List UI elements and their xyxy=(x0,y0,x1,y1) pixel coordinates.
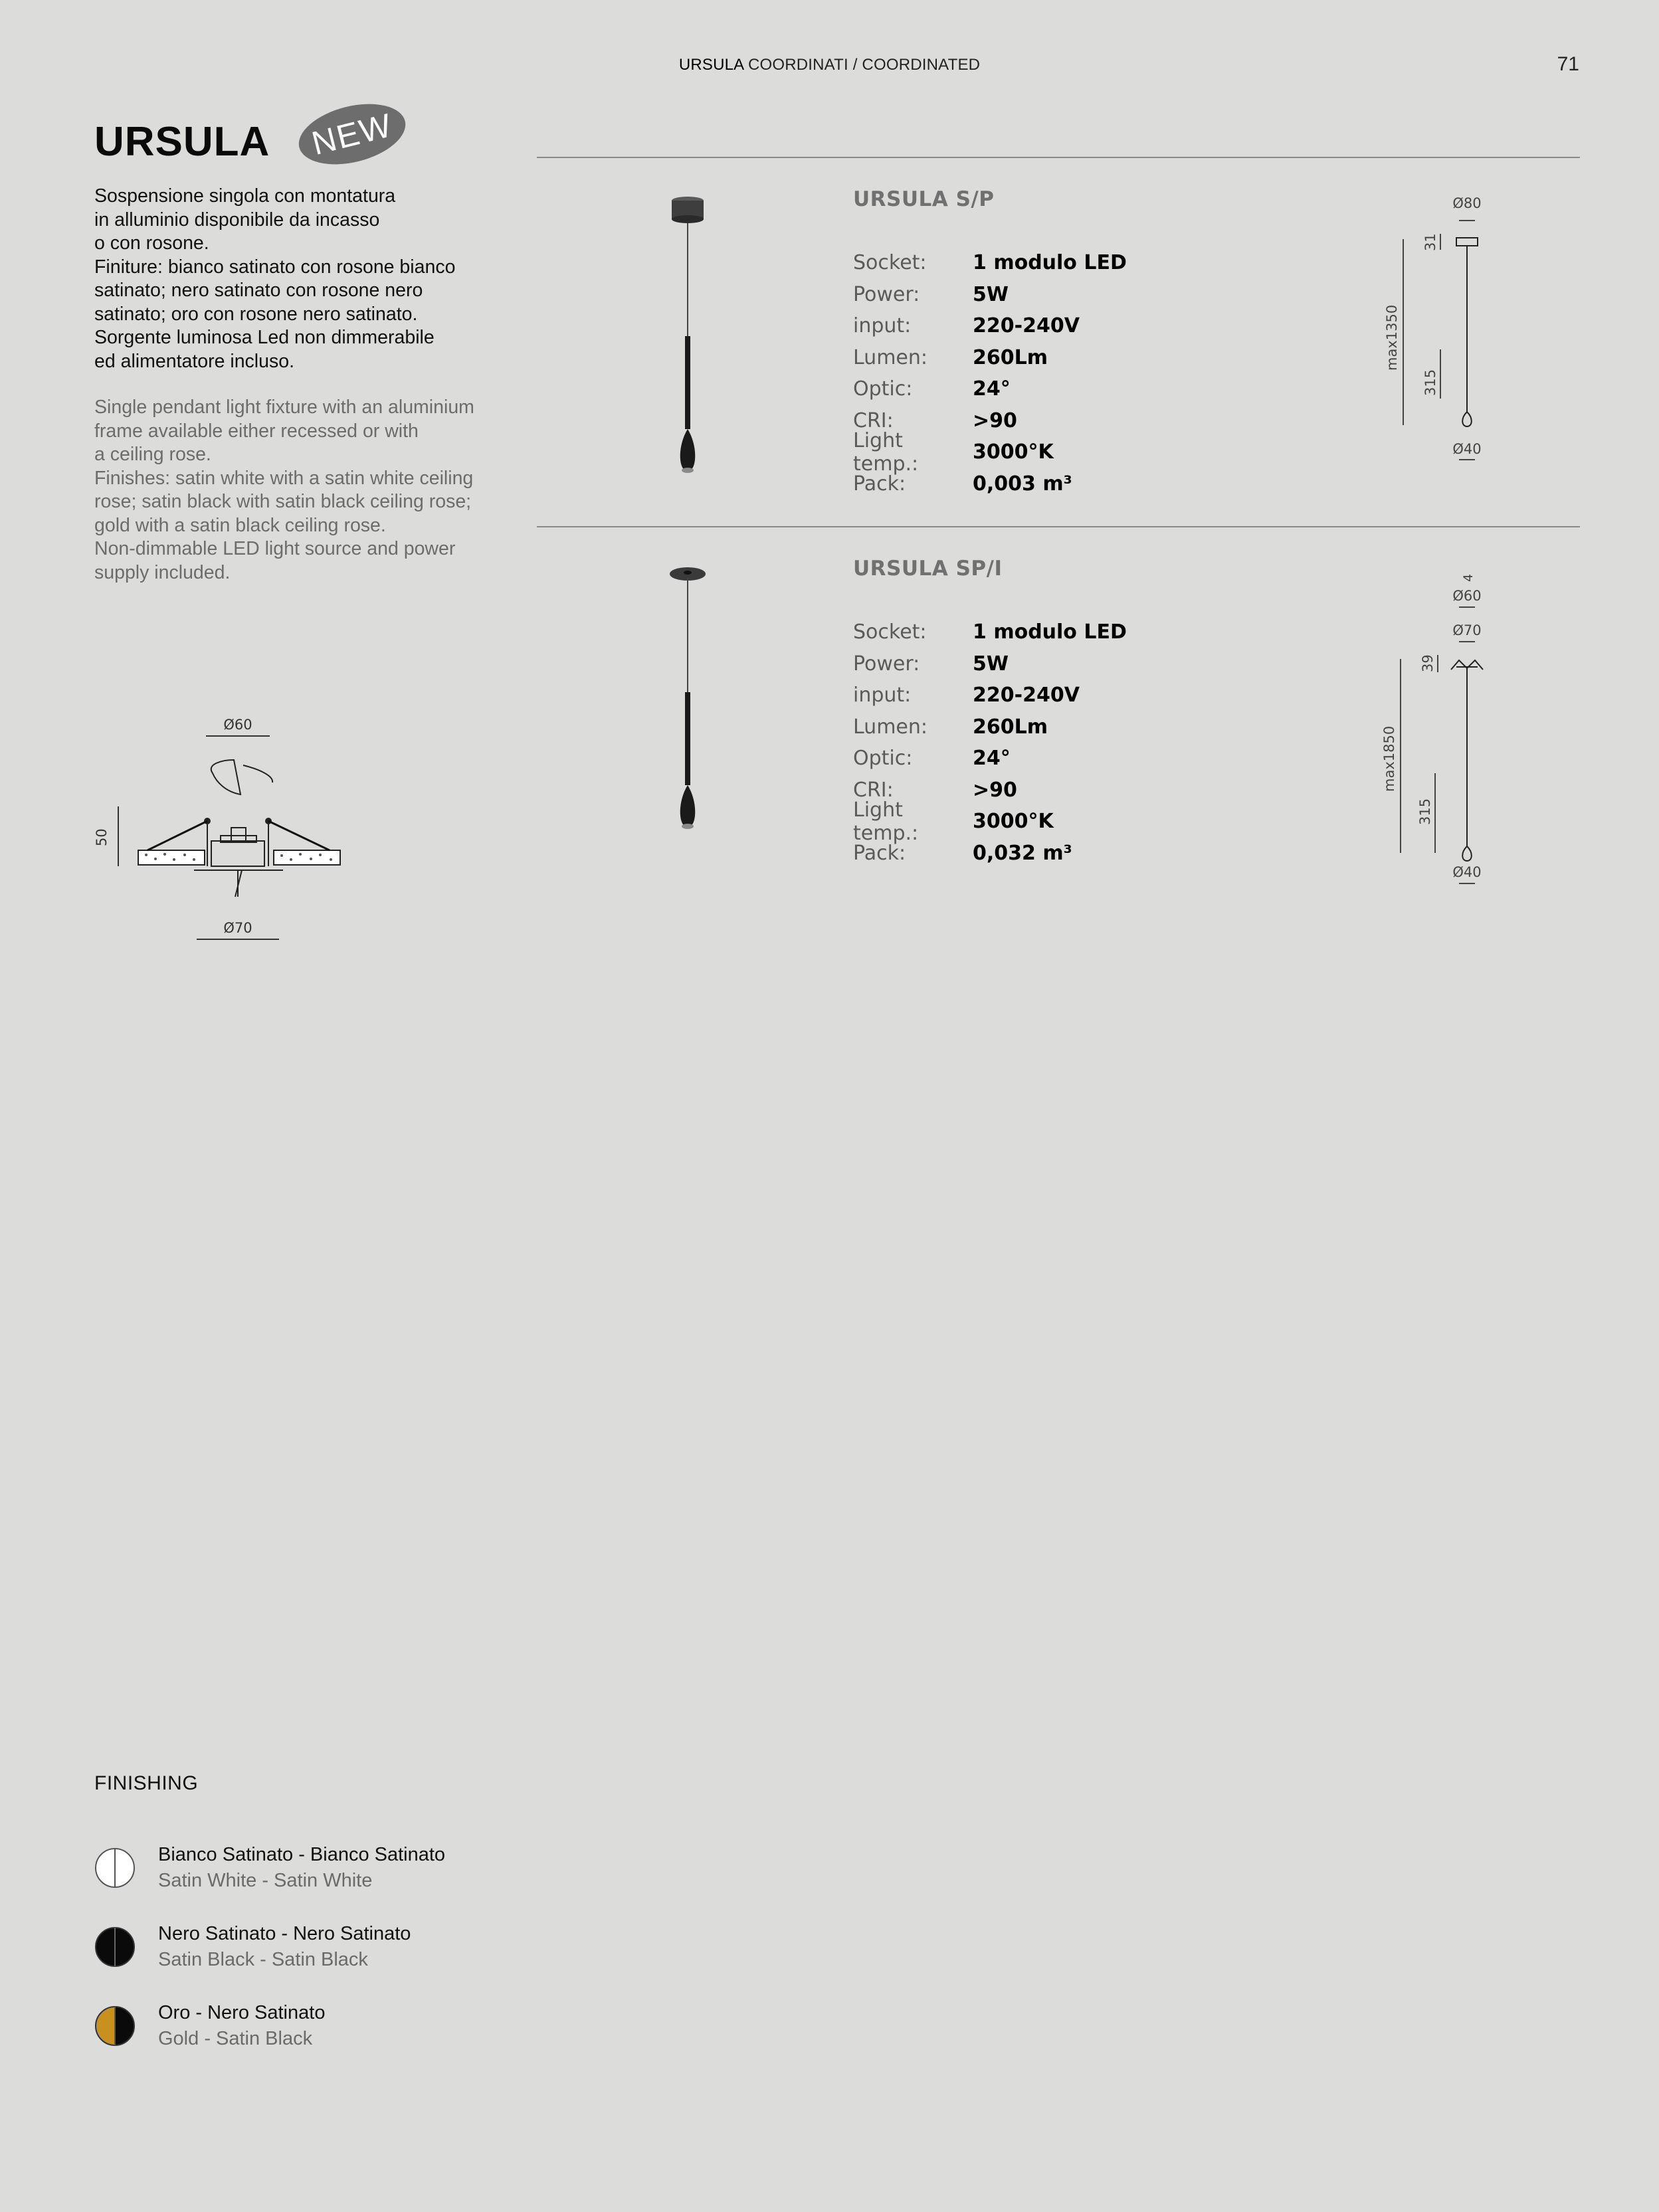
finish-name-it: Nero Satinato - Nero Satinato xyxy=(158,1923,411,1944)
spec-table-sp xyxy=(853,247,1127,500)
spec-value: 260Lm xyxy=(973,715,1048,739)
spec-row-power xyxy=(853,279,1127,311)
finish-name-en: Satin Black - Satin Black xyxy=(158,1949,368,1970)
spec-table-spi xyxy=(853,616,1127,869)
spec-row-input xyxy=(853,310,1127,342)
finish-item-gold xyxy=(94,2002,325,2050)
header-section: COORDINATI / COORDINATED xyxy=(747,56,981,74)
spec-value: 1 modulo LED xyxy=(973,251,1127,275)
spec-label: Lumen: xyxy=(853,345,928,369)
spec-label: Light temp.: xyxy=(853,798,919,845)
dim-body-length: 315 xyxy=(1422,369,1438,396)
ursula-spi-dimension-drawing xyxy=(1369,562,1502,894)
spec-value: 260Lm xyxy=(973,345,1048,369)
variant-title-sp: URSULA S/P xyxy=(853,187,995,211)
finish-item-black xyxy=(94,1923,411,1971)
spec-value: 5W xyxy=(973,652,1009,676)
recessed-mount-drawing xyxy=(86,704,365,950)
spec-value: >90 xyxy=(973,409,1017,432)
spec-row-lumen xyxy=(853,711,1127,743)
finish-swatch-gold xyxy=(94,2005,136,2047)
product-title: URSULA xyxy=(94,119,270,165)
finish-name-it: Bianco Satinato - Bianco Satinato xyxy=(158,1844,446,1865)
finish-swatch-black xyxy=(94,1926,136,1968)
finish-name-it: Oro - Nero Satinato xyxy=(158,2002,326,2023)
divider-top xyxy=(537,157,1580,158)
recessed-height: 50 xyxy=(94,828,110,846)
finish-name-en: Gold - Satin Black xyxy=(158,2028,313,2049)
dim-bottom-diameter: Ø40 xyxy=(1452,864,1482,880)
spec-label: Optic: xyxy=(853,747,913,771)
dim-body-length: 315 xyxy=(1417,798,1433,825)
divider-middle xyxy=(537,526,1580,527)
recessed-top-diameter: Ø60 xyxy=(223,717,252,733)
spec-label: Power: xyxy=(853,282,920,306)
finish-swatch-white xyxy=(94,1847,136,1889)
spec-value: >90 xyxy=(973,778,1017,802)
spec-value: 24° xyxy=(973,377,1011,401)
spec-row-light-temp xyxy=(853,798,1127,845)
spec-label: Optic: xyxy=(853,377,913,401)
dim-total-length: max1350 xyxy=(1384,304,1400,371)
finishing-title: FINISHING xyxy=(94,1772,199,1794)
spec-row-pack xyxy=(853,468,1127,500)
spec-label: Light temp.: xyxy=(853,428,919,476)
dim-small: 4 xyxy=(1461,573,1476,582)
spec-label: CRI: xyxy=(853,778,894,802)
ursula-spi-product-photo xyxy=(658,562,718,848)
spec-value: 24° xyxy=(973,747,1011,771)
spec-label: input: xyxy=(853,314,912,338)
spec-row-socket xyxy=(853,247,1127,279)
dim-bottom-diameter: Ø40 xyxy=(1452,441,1482,457)
spec-value: 3000°K xyxy=(973,810,1054,834)
description-english: Single pendant light fixture with an aluminium frame available either recessed or with a ceiling rose. Finishes: satin white with a satin white ceiling rose; satin black with satin black ceiling rose; gold with a satin black ceiling rose. Non-dimmable LED light source and power supply included. xyxy=(94,397,474,583)
recessed-bottom-diameter: Ø70 xyxy=(223,920,252,936)
dim-upper-diameter: Ø70 xyxy=(1452,622,1482,638)
spec-value: 0,003 m³ xyxy=(973,472,1072,496)
variant-title-spi: URSULA SP/I xyxy=(853,557,1003,581)
page-number: 71 xyxy=(1557,53,1579,75)
page-header xyxy=(0,56,1659,74)
spec-row-socket xyxy=(853,616,1127,648)
spec-value: 220-240V xyxy=(973,314,1080,338)
spec-value: 3000°K xyxy=(973,440,1054,464)
dim-top-diameter: Ø80 xyxy=(1452,195,1482,211)
dim-top-diameter: Ø60 xyxy=(1452,588,1482,604)
new-badge: NEW xyxy=(292,94,411,174)
spec-value: 5W xyxy=(973,282,1009,306)
spec-row-optic xyxy=(853,743,1127,775)
spec-row-lumen xyxy=(853,342,1127,374)
dim-total-length: max1850 xyxy=(1381,725,1397,792)
spec-row-light-temp xyxy=(853,428,1127,476)
finish-name-en: Satin White - Satin White xyxy=(158,1870,373,1891)
finish-item-white xyxy=(94,1844,445,1892)
header-brand: URSULA xyxy=(678,56,744,74)
spec-label: Power: xyxy=(853,652,920,676)
spec-label: Socket: xyxy=(853,251,927,275)
spec-label: Lumen: xyxy=(853,715,928,739)
dim-rose-height: 39 xyxy=(1420,654,1436,672)
ursula-sp-product-photo xyxy=(658,193,718,485)
spec-label: Pack: xyxy=(853,841,906,865)
spec-value: 0,032 m³ xyxy=(973,841,1072,865)
spec-row-input xyxy=(853,680,1127,711)
spec-value: 1 modulo LED xyxy=(973,620,1127,644)
spec-label: input: xyxy=(853,684,912,707)
spec-label: Socket: xyxy=(853,620,927,644)
ursula-sp-dimension-drawing xyxy=(1369,193,1502,472)
spec-label: Pack: xyxy=(853,472,906,496)
spec-row-optic xyxy=(853,373,1127,405)
spec-row-power xyxy=(853,648,1127,680)
dim-rose-height: 31 xyxy=(1422,233,1438,251)
spec-label: CRI: xyxy=(853,409,894,432)
description-italian: Sospensione singola con montatura in alluminio disponibile da incasso o con rosone. Finiture: bianco satinato con rosone bianco satinato; nero satinato con rosone nero satinato; oro con rosone nero satinato. Sorgente luminosa Led non dimmerabile ed alimentatore incluso. xyxy=(94,185,456,372)
spec-row-pack xyxy=(853,838,1127,870)
spec-value: 220-240V xyxy=(973,684,1080,707)
